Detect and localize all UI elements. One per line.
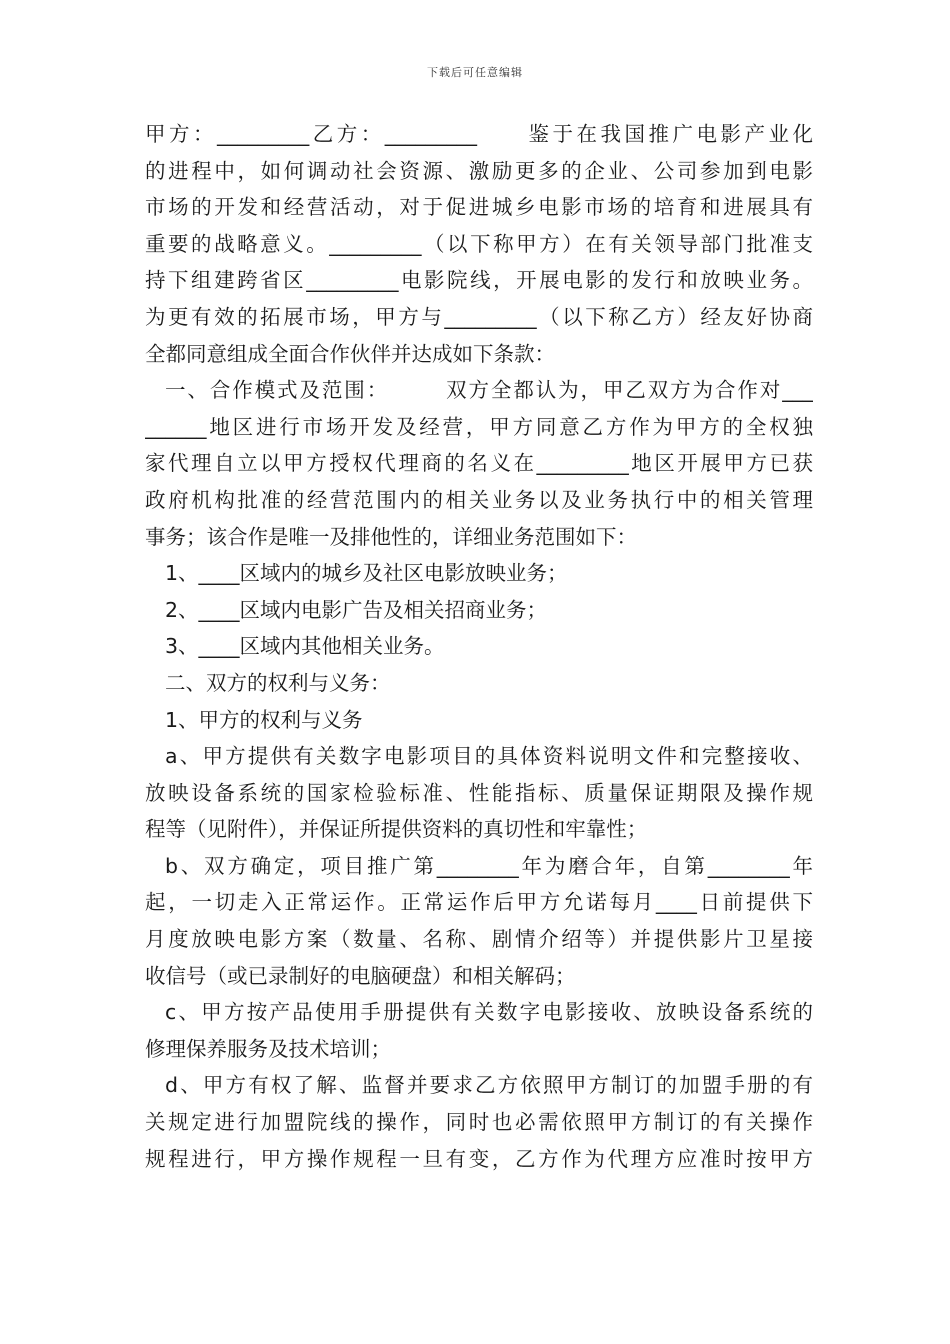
page-header-note: 下载后可任意编辑 bbox=[427, 66, 523, 79]
text-line: 收信号（或已录制好的电脑硬盘）和相关解码； bbox=[145, 963, 576, 988]
text-line: 修理保养服务及技术培训； bbox=[145, 1036, 391, 1061]
text-line: 持下组建跨省区_________电影院线，开展电影的发行和放映业务。 bbox=[145, 268, 813, 293]
list-item: 1、____区域内的城乡及社区电影放映业务； bbox=[165, 561, 568, 586]
clause-line: b、双方确定，项目推广第________年为磨合年，自第________年 bbox=[165, 853, 813, 878]
text-line: 规程进行，甲方操作规程一旦有变，乙方作为代理方应准时按甲方 bbox=[145, 1146, 813, 1171]
contract-body bbox=[145, 116, 813, 1177]
text-line: 起，一切走入正常运作。正常运作后甲方允诺每月____日前提供下 bbox=[145, 890, 813, 915]
text-line: 重要的战略意义。_________（以下称甲方）在有关领导部门批准支 bbox=[145, 231, 813, 256]
text-line: 的进程中，如何调动社会资源、激励更多的企业、公司参加到电影 bbox=[145, 158, 813, 183]
text-line: 为更有效的拓展市场，甲方与_________（以下称乙方）经友好协商 bbox=[145, 304, 813, 329]
list-item: 3、____区域内其他相关业务。 bbox=[165, 634, 445, 659]
text-line: 家代理自立以甲方授权代理商的名义在_________地区开展甲方已获 bbox=[145, 451, 813, 476]
clause-line: d、甲方有权了解、监督并要求乙方依照甲方制订的加盟手册的有 bbox=[165, 1073, 813, 1098]
text-line: 放映设备系统的国家检验标准、性能指标、质量保证期限及操作规 bbox=[145, 780, 813, 805]
text-line: 全都同意组成全面合作伙伴并达成如下条款： bbox=[145, 341, 555, 366]
text-line: 事务；该合作是唯一及排他性的，详细业务范围如下： bbox=[145, 524, 637, 549]
text-line: 程等（见附件），并保证所提供资料的真切性和牢靠性； bbox=[145, 817, 648, 842]
clause-line: c、甲方按产品使用手册提供有关数字电影接收、放映设备系统的 bbox=[165, 1000, 813, 1025]
section-heading-line: 一、合作模式及范围： 双方全都认为，甲乙双方为合作对___ bbox=[165, 378, 813, 403]
text-line: 关规定进行加盟院线的操作，同时也必需依照甲方制订的有关操作 bbox=[145, 1110, 813, 1135]
clause-line: a、甲方提供有关数字电影项目的具体资料说明文件和完整接收、 bbox=[165, 744, 813, 769]
text-line: 市场的开发和经营活动，对于促进城乡电影市场的培育和进展具有 bbox=[145, 195, 813, 220]
list-item: 2、____区域内电影广告及相关招商业务； bbox=[165, 597, 548, 622]
text-line: 月度放映电影方案（数量、名称、剧情介绍等）并提供影片卫星接 bbox=[145, 927, 813, 952]
text-line: 甲方：_________乙方：_________ 鉴于在我国推广电影产业化 bbox=[145, 122, 813, 146]
subsection-heading: 1、甲方的权利与义务 bbox=[165, 707, 363, 732]
section-heading: 二、双方的权利与义务： bbox=[165, 670, 391, 695]
text-line: 政府机构批准的经营范围内的相关业务以及业务执行中的相关管理 bbox=[145, 487, 813, 512]
text-line: ______地区进行市场开发及经营，甲方同意乙方作为甲方的全权独 bbox=[145, 414, 813, 439]
